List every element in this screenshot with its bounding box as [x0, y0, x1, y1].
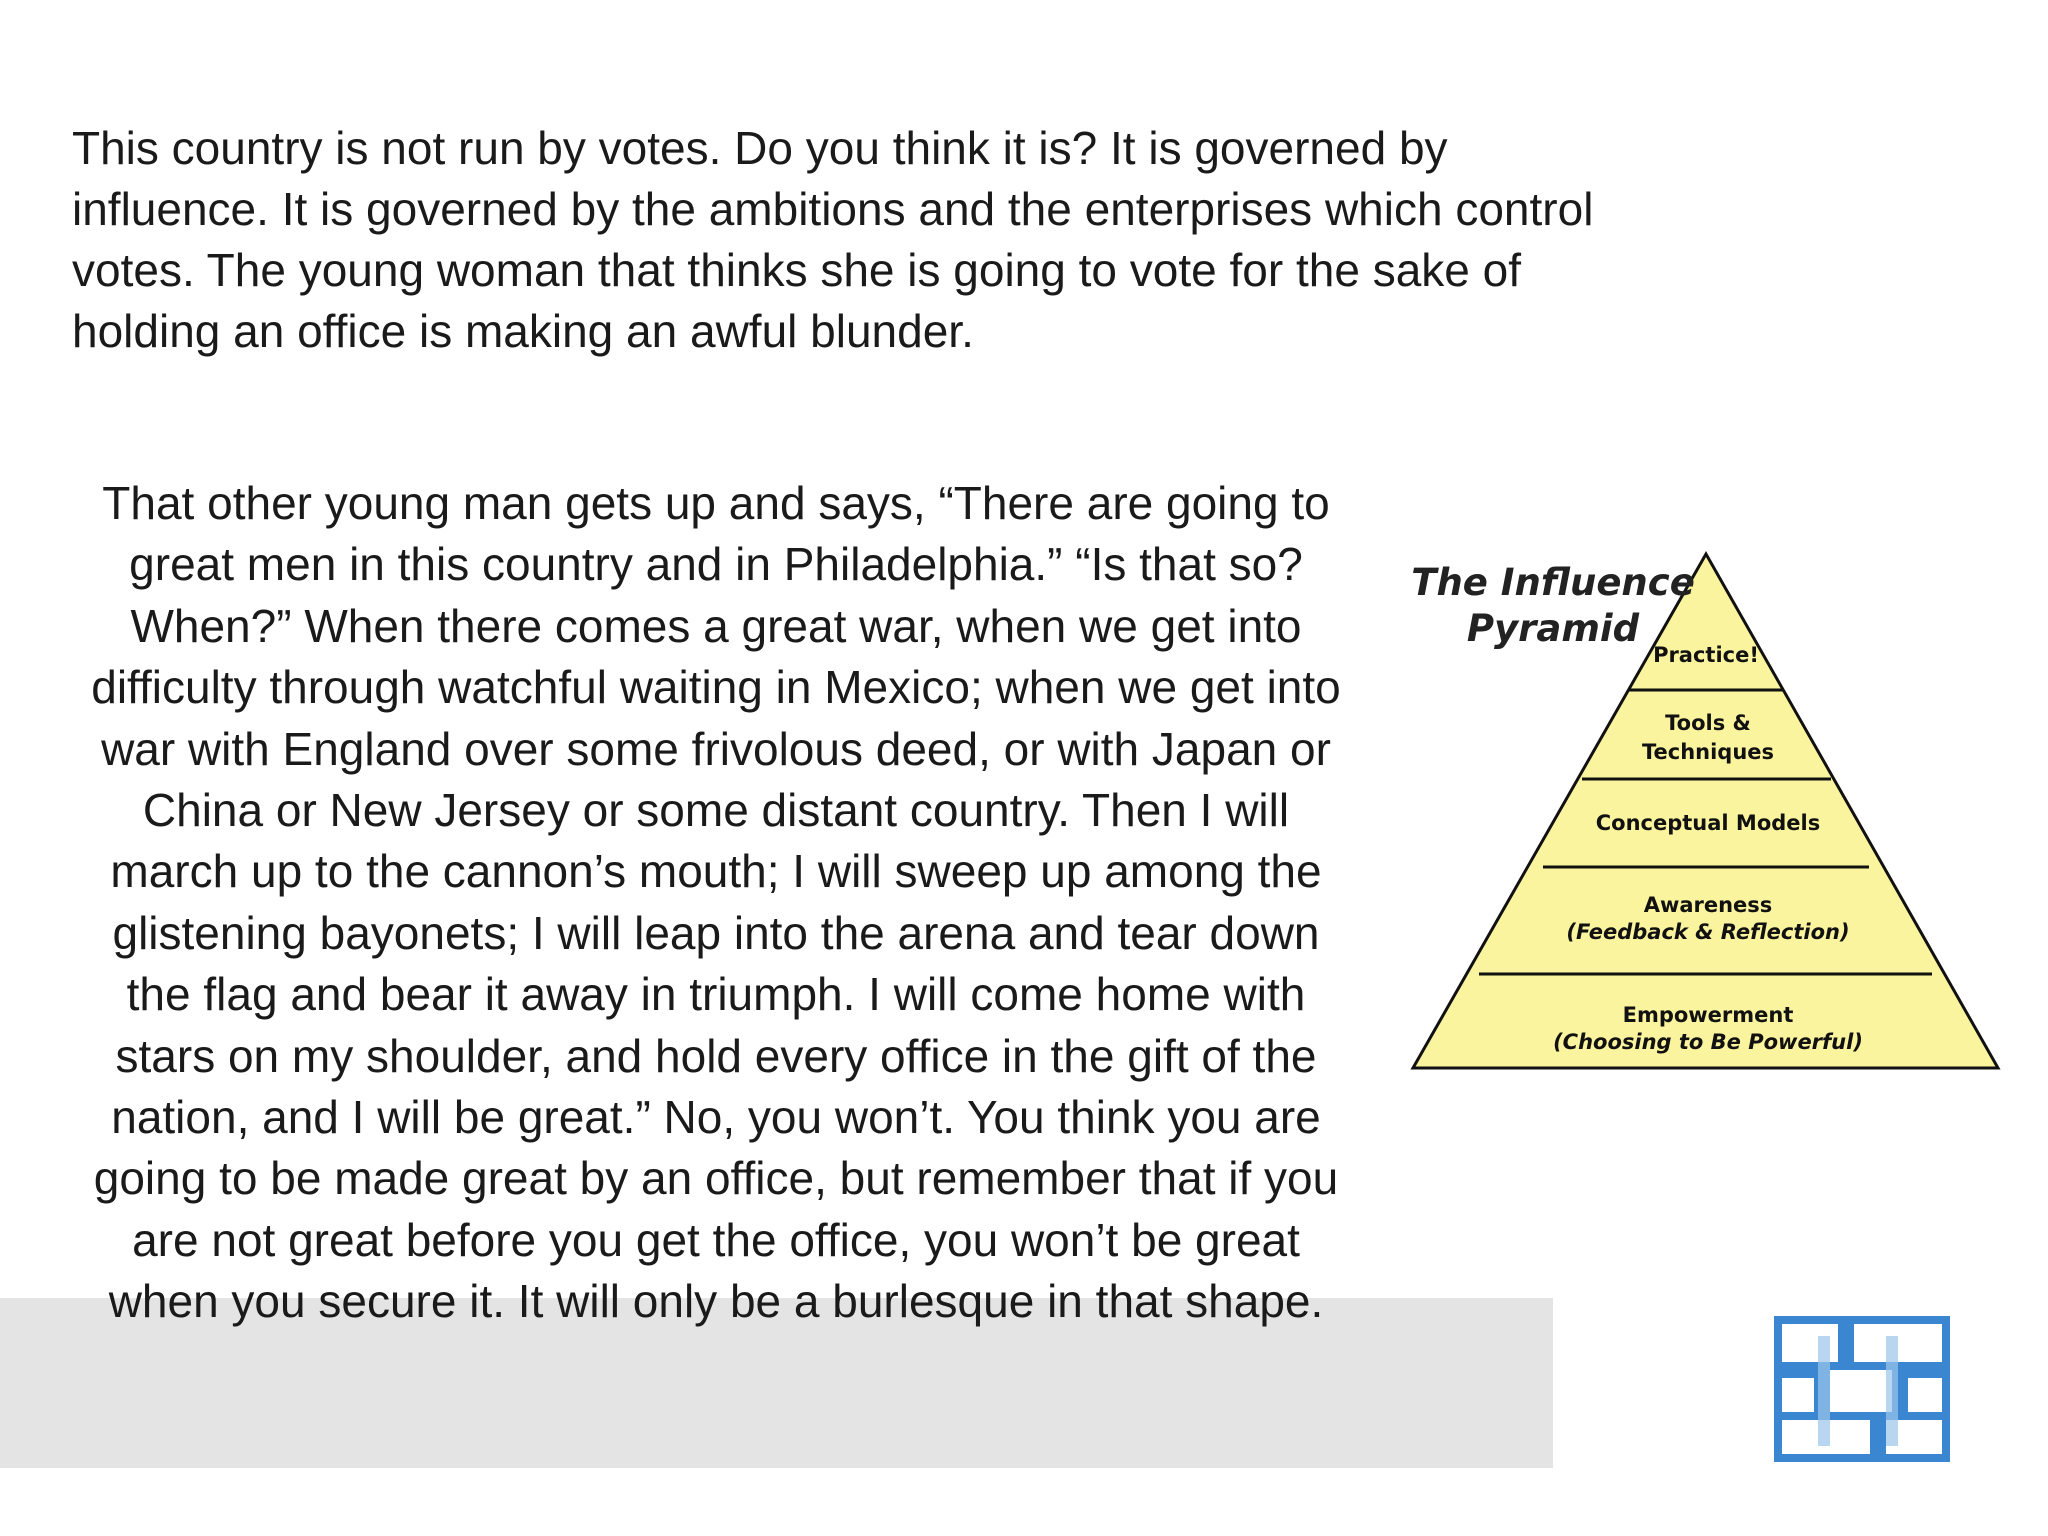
pyramid-title: The Influence Pyramid: [1411, 561, 1695, 650]
tier-tools: Tools & Techniques: [1641, 711, 1775, 764]
tier-awareness: Awareness (Feedback & Reflection): [1566, 893, 1850, 944]
tier-practice: Practice!: [1653, 643, 1759, 667]
interlocking-squares-logo-icon: [1774, 1316, 1950, 1462]
tier-empowerment: Empowerment (Choosing to Be Powerful): [1553, 1003, 1863, 1054]
quote-paragraph-main: That other young man gets up and says, “There are going to great men in this country and in Philadelphia.” “Is that so? When?” When there comes a great war, when we get into difficulty through watchful waiting in Mexico; when we get into war with England over some frivolous deed, or with Japan or China or New Jersey or some distant country. Then I will march up to the cannon’s mouth; I will sweep up among the glistening bayonets; I will leap into the arena and tear down the flag and bear it away in triumph. I will come home with stars on my shoulder, and hold every office in the gift of the nation, and I will be great.” No, you won’t. You think you are going to be made great by an office, but remember that if you are not great before you get the office, you won’t be great when you secure it. It will only be a burlesque in that shape.: [91, 477, 1341, 1328]
quote-paragraph-top: This country is not run by votes. Do you think it is? It is governed by influence. It is governed by the ambitions and the enterprises which control votes. The young woman that thinks she is going to vote for the sake of holding an office is making an awful blunder.: [72, 122, 1594, 357]
tier-conceptual-models: Conceptual Models: [1595, 811, 1821, 835]
influence-pyramid: [1408, 544, 2008, 1084]
